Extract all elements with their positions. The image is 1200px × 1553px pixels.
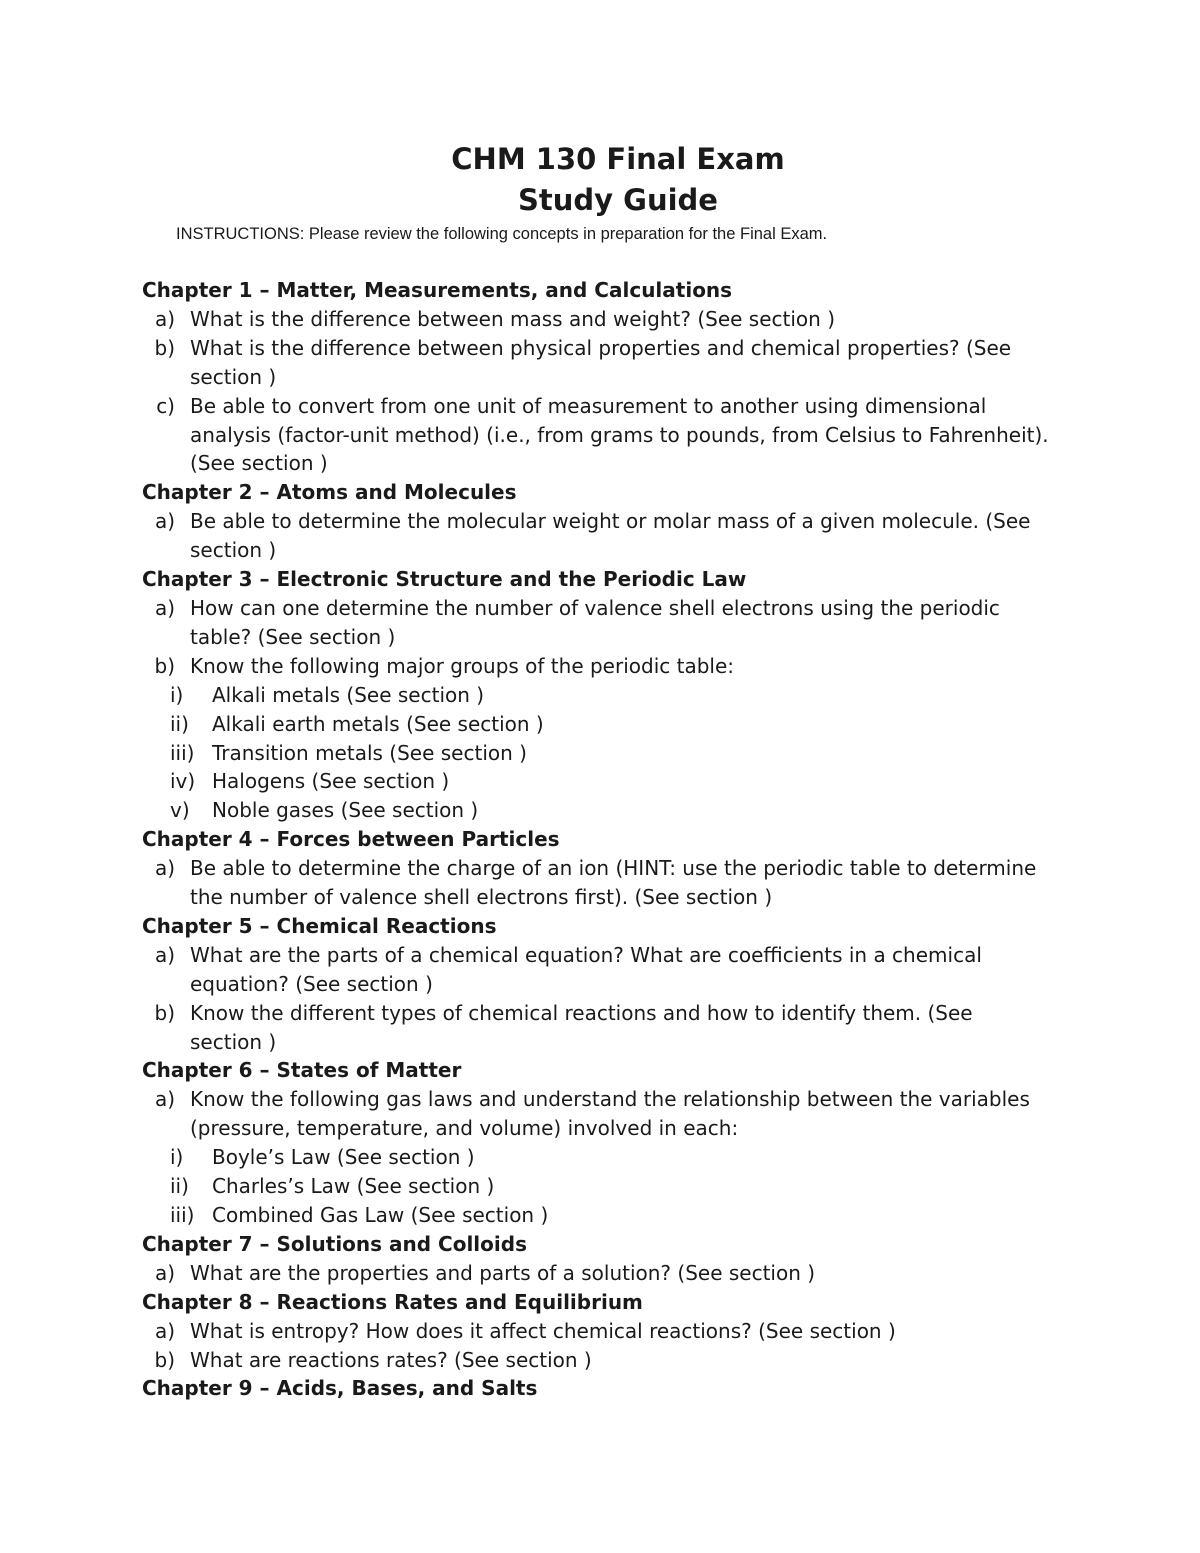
chapter-heading: Chapter 8 – Reactions Rates and Equilibrium	[142, 1289, 643, 1314]
list-marker: a)	[154, 856, 175, 881]
list-item	[142, 652, 1142, 681]
list-item-text: What are the parts of a chemical equation? What are coefficients in a chemical equation? (See section )	[190, 942, 982, 996]
list-item-text: How can one determine the number of valence shell electrons using the periodic table? (See section )	[190, 595, 1000, 649]
list-marker: b)	[154, 1000, 175, 1025]
sub-list-item-text: Charles’s Law (See section )	[212, 1174, 495, 1199]
list-item-text: What is entropy? How does it affect chemical reactions? (See section )	[190, 1318, 896, 1343]
instructions-text: INSTRUCTIONS: Please review the following concepts in preparation for the Final Exam.	[176, 225, 828, 243]
list-item	[142, 507, 1142, 565]
sub-list-marker: iv)	[170, 769, 196, 794]
sub-list-item-text: Halogens (See section )	[212, 769, 450, 794]
list-item	[142, 854, 1142, 912]
list-item-text: What is the difference between mass and weight? (See section )	[190, 306, 835, 331]
sub-list-marker: v)	[170, 798, 190, 823]
sub-list-item	[142, 1172, 1142, 1201]
sub-list-item	[142, 1143, 1142, 1172]
list-item-text: Be able to convert from one unit of measurement to another using dimensional analysis (factor-unit method) (i.e., from grams to pounds, from Celsius to Fahrenheit). (See section )	[190, 393, 1049, 476]
chapter-heading: Chapter 1 – Matter, Measurements, and Calculations	[142, 278, 733, 302]
list-item-text: Be able to determine the charge of an ion (HINT: use the periodic table to determine the number of valence shell electrons first). (See section )	[190, 856, 1037, 910]
list-item	[142, 941, 1142, 999]
document-title: CHM 130 Final Exam	[451, 142, 785, 176]
sub-list-item	[142, 796, 1142, 825]
sub-list-item	[142, 767, 1142, 796]
list-item	[142, 999, 1142, 1057]
list-item-text: What are reactions rates? (See section )	[190, 1347, 592, 1372]
sub-list-item	[142, 681, 1142, 710]
chapter-heading: Chapter 9 – Acids, Bases, and Salts	[142, 1376, 538, 1401]
chapter-heading: Chapter 4 – Forces between Particles	[142, 827, 560, 852]
sub-list-item-text: Alkali earth metals (See section )	[212, 711, 544, 736]
chapter-heading: Chapter 7 – Solutions and Colloids	[142, 1231, 527, 1256]
sub-list-marker: i)	[170, 1145, 184, 1170]
list-item-text: Know the following gas laws and understand the relationship between the variables (pressure, temperature, and volume) involved in each:	[190, 1087, 1030, 1141]
sub-list-item-text: Transition metals (See section )	[212, 740, 527, 765]
chapter-list	[142, 276, 1142, 1403]
list-item-text: What are the properties and parts of a solution? (See section )	[190, 1260, 816, 1285]
sub-list-marker: ii)	[170, 711, 189, 736]
list-item	[142, 1317, 1142, 1346]
sub-list-marker: iii)	[170, 740, 195, 765]
list-item	[142, 305, 1142, 334]
list-marker: a)	[154, 942, 175, 967]
list-marker: b)	[154, 653, 175, 678]
sub-list-item	[142, 710, 1142, 739]
list-item	[142, 334, 1142, 392]
sub-list-marker: i)	[170, 682, 184, 707]
chapter-heading: Chapter 2 – Atoms and Molecules	[142, 480, 517, 505]
list-item-text: Know the following major groups of the periodic table:	[190, 653, 734, 678]
chapter-heading: Chapter 5 – Chemical Reactions	[142, 913, 497, 938]
list-marker: a)	[154, 1318, 175, 1343]
list-marker: b)	[154, 1347, 175, 1372]
list-item	[142, 1085, 1142, 1143]
sub-list-item-text: Noble gases (See section )	[212, 798, 479, 823]
chapter-heading: Chapter 6 – States of Matter	[142, 1058, 462, 1083]
list-marker: c)	[156, 393, 175, 418]
sub-list-item-text: Alkali metals (See section )	[212, 682, 485, 707]
sub-list-marker: iii)	[170, 1203, 195, 1227]
list-item-text: What is the difference between physical properties and chemical properties? (See section )	[190, 335, 1012, 389]
list-item-text: Be able to determine the molecular weight or molar mass of a given molecule. (See section )	[190, 509, 1031, 563]
chapter-heading: Chapter 3 – Electronic Structure and the Periodic Law	[142, 567, 747, 592]
list-marker: a)	[154, 509, 175, 534]
list-item	[142, 1346, 1142, 1375]
sub-list-marker: ii)	[170, 1174, 189, 1199]
list-item	[142, 594, 1142, 652]
sub-list-item	[142, 739, 1142, 768]
list-item	[142, 392, 1142, 479]
document-subtitle: Study Guide	[518, 183, 718, 217]
sub-list-item	[142, 1201, 1142, 1230]
sub-list-item-text: Boyle’s Law (See section )	[212, 1145, 475, 1170]
list-marker: a)	[154, 306, 175, 331]
list-marker: a)	[154, 1087, 175, 1112]
sub-list-item-text: Combined Gas Law (See section )	[212, 1203, 549, 1227]
list-item	[142, 1259, 1142, 1288]
list-marker: a)	[154, 595, 175, 620]
list-item-text: Know the different types of chemical reactions and how to identify them. (See section )	[190, 1000, 973, 1054]
list-marker: a)	[154, 1260, 175, 1285]
list-marker: b)	[154, 335, 175, 360]
